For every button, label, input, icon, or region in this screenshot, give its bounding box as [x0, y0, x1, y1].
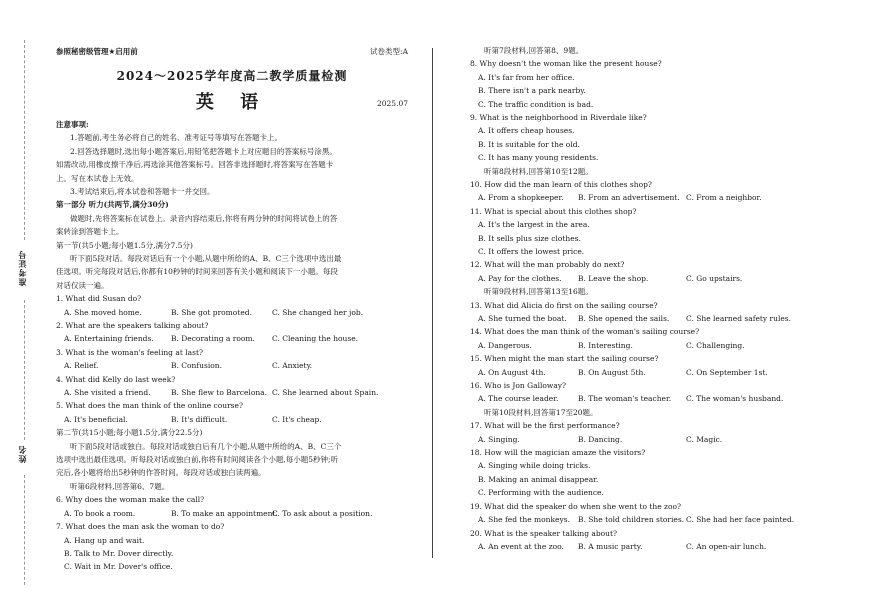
option: C. It's cheap.: [272, 414, 322, 424]
question-options: [470, 339, 815, 352]
question: 17. What will be the first performance?: [470, 421, 620, 431]
question: 19. What did the speaker do when she went to the zoo?: [470, 501, 682, 511]
option: C. She learned safety rules.: [686, 314, 792, 324]
option: C. Performing with the audience.: [478, 488, 604, 498]
column-divider: [432, 48, 433, 558]
question: 2. What are the speakers talking about?: [56, 321, 209, 331]
question: 11. What is special about this clothes shop?: [470, 206, 637, 216]
note-line: 2.回答选择题时,选出每小题答案后,用铅笔把答题卡上对应题目的答案标号涂黑。: [70, 146, 337, 156]
question: 10. How did the man learn of this clothes shop?: [470, 180, 652, 190]
right-column: [470, 44, 815, 553]
option: A. She moved home.: [64, 307, 142, 317]
option: A. She turned the boat.: [478, 314, 567, 324]
question: 20. What is the speaker talking about?: [470, 528, 618, 538]
question: 8. Why doesn't the woman like the present house?: [470, 59, 662, 69]
option: A. On August 4th.: [478, 367, 546, 377]
option: B. Confusion.: [171, 361, 222, 371]
option: A. It's beneficial.: [64, 414, 128, 424]
option: C. To ask about a position.: [272, 508, 373, 518]
question-options: [56, 413, 408, 426]
question: 9. What is the neighborhood in Riverdale like?: [470, 113, 647, 123]
exam-number-label: 准考证号: [18, 250, 27, 286]
question-options: [470, 272, 815, 285]
option: A. Hang up and wait.: [64, 535, 145, 545]
option: A. Pay for the clothes.: [478, 273, 562, 283]
option: B. Decorating a room.: [171, 334, 255, 344]
option: C. Magic.: [686, 434, 723, 444]
option: C. The woman's husband.: [686, 394, 784, 404]
question: 15. When might the man start the sailing course?: [470, 354, 659, 364]
option: C. It offers the lowest price.: [478, 247, 585, 257]
question-options: [470, 540, 815, 553]
option: B. To make an appointment.: [171, 508, 278, 518]
question: 1. What did Susan do?: [56, 294, 142, 304]
note-line: 如需改动,用橡皮擦干净后,再选涂其他答案标号。回答非选择题时,将答案写在答题卡: [56, 160, 334, 170]
option: B. Leave the shop.: [578, 273, 649, 283]
option: B. The woman's teacher.: [578, 394, 672, 404]
notes-heading: 注意事项:: [56, 120, 89, 129]
section1-intro: 对话仅读一遍。: [56, 280, 109, 290]
option: A. Relief.: [64, 361, 99, 371]
option: B. She flew to Barcelona.: [171, 388, 268, 398]
material-instruction: 听第8段材料,回答第10至12题。: [484, 166, 593, 176]
seal-line: [24, 475, 25, 585]
section2-intro: 完后,各小题将给出5秒钟的作答时间。每段对话或独白读两遍。: [56, 468, 266, 478]
option: B. Making an animal disappear.: [478, 474, 599, 484]
question-options: [470, 366, 815, 379]
material-instruction: 听第7段材料,回答第8、9题。: [484, 46, 584, 55]
question: 3. What is the woman's feeling at last?: [56, 347, 203, 357]
left-column: [56, 118, 408, 574]
exam-date: 2025.07: [376, 99, 408, 108]
option: A. An event at the zoo.: [478, 541, 564, 551]
option: C. Challenging.: [686, 340, 745, 350]
material-instruction: 听第9段材料,回答第13至16题。: [484, 287, 593, 297]
question: 18. How will the magician amaze the visitors?: [470, 448, 646, 458]
option: C. From a neighbor.: [686, 193, 762, 203]
option: C. It has many young residents.: [478, 153, 599, 163]
section2-intro: 选项中选出最佳选项。听每段对话或独白前,你将有时间阅读各个小题,每小题5秒钟;听: [56, 455, 339, 465]
option: A. It's the largest in the area.: [478, 220, 590, 230]
question: 13. What did Alicia do first on the sailing course?: [470, 300, 658, 310]
section1-intro: 听下面5段对话。每段对话后有一个小题,从题中所给的A、B、C三个选项中选出最: [70, 254, 342, 264]
question-options: [470, 433, 815, 446]
question: 7. What does the man ask the woman to do?: [56, 522, 225, 532]
question: 5. What does the man think of the online course?: [56, 401, 243, 411]
option: B. A music party.: [578, 541, 643, 551]
option: B. Talk to Mr. Dover directly.: [64, 548, 174, 558]
option: C. She had her face painted.: [686, 515, 795, 525]
question: 16. Who is Jon Galloway?: [470, 381, 567, 391]
option: A. It offers cheap houses.: [478, 126, 575, 136]
option: A. She visited a friend.: [64, 388, 151, 398]
top-bar: [56, 46, 408, 57]
note-line: 3.考试结束后,将本试卷和答题卡一并交回。: [70, 187, 215, 197]
section2-heading: 第二节(共15小题;每小题1.5分,满分22.5分): [56, 428, 203, 438]
part1-heading: 第一部分 听力(共两节,满分30分): [56, 200, 169, 210]
material-instruction: 听第10段材料,回答第17至20题。: [484, 407, 598, 417]
question: 12. What will the man probably do next?: [470, 260, 625, 270]
option: B. She got promoted.: [171, 307, 252, 317]
question-options: [470, 312, 815, 325]
option: C. Cleaning the house.: [272, 334, 359, 344]
name-label: 姓名: [18, 445, 27, 463]
option: C. The traffic condition is bad.: [478, 99, 594, 109]
question: 4. What did Kelly do last week?: [56, 374, 176, 384]
option: A. Singing.: [478, 434, 520, 444]
question: 6. Why does the woman make the call?: [56, 495, 205, 505]
question-options: [56, 332, 408, 345]
confidential-mark: 参照秘密级管理★启用前: [56, 47, 138, 56]
question-options: [56, 386, 408, 399]
question-options: [56, 507, 408, 520]
option: C. An open-air lunch.: [686, 541, 767, 551]
question-options: [470, 191, 815, 204]
option: B. On August 5th.: [578, 367, 646, 377]
option: A. From a shopkeeper.: [478, 193, 564, 203]
option: B. There isn't a park nearby.: [478, 86, 586, 96]
paper-type: 试卷类型:A: [370, 47, 408, 56]
question-options: [56, 306, 408, 319]
option: B. It sells plus size clothes.: [478, 233, 581, 243]
option: A. She fed the monkeys.: [478, 515, 570, 525]
note-line: 上。写在本试卷上无效。: [56, 173, 139, 183]
option: A. To book a room.: [64, 508, 136, 518]
option: C. Go upstairs.: [686, 273, 743, 283]
option: A. Dangerous.: [478, 340, 532, 350]
seal-line: [24, 40, 25, 240]
question: 14. What does the man think of the woman's sailing course?: [470, 327, 700, 337]
material-instruction: 听第6段材料,回答第6、7题。: [70, 481, 170, 491]
seal-line: [24, 300, 25, 440]
section2-intro: 听下面5段对话或独白。每段对话或独白后有几个小题,从题中所给的A、B、C三个: [70, 441, 342, 451]
option: B. She told children stories.: [578, 515, 685, 525]
option: B. Dancing.: [578, 434, 623, 444]
option: B. From an advertisement.: [578, 193, 680, 203]
option: C. She learned about Spain.: [272, 388, 379, 398]
question-options: [470, 392, 815, 405]
option: B. It is suitable for the old.: [478, 139, 580, 149]
option: A. It's far from her office.: [478, 72, 575, 82]
option: C. Anxiety.: [272, 361, 313, 371]
option: B. Interesting.: [578, 340, 633, 350]
section1-heading: 第一节(共5小题;每小题1.5分,满分7.5分): [56, 240, 193, 250]
option: B. She opened the sails.: [578, 314, 670, 324]
option: B. It's difficult.: [171, 414, 228, 424]
question-options: [56, 359, 408, 372]
option: C. On September 1st.: [686, 367, 768, 377]
option: A. The course leader.: [478, 394, 559, 404]
option: C. She changed her job.: [272, 307, 364, 317]
exam-title: 2024～2025学年度高二教学质量检测: [116, 69, 348, 83]
part1-intro: 案转涂到答题卡上。: [56, 227, 124, 237]
part1-intro: 做题时,先将答案标在试卷上。录音内容结束后,你将有两分钟的时间将试卷上的答: [70, 213, 338, 223]
subject-title: 英 语: [195, 92, 269, 113]
note-line: 1.答题前,考生务必将自己的姓名、准考证号等填写在答题卡上。: [70, 133, 283, 143]
option: A. Entertaining friends.: [64, 334, 154, 344]
section1-intro: 佳选项。听完每段对话后,你都有10秒钟的时间来回答有关小题和阅读下一小题。每段: [56, 267, 338, 277]
question-options: [470, 513, 815, 526]
option: A. Singing while doing tricks.: [478, 461, 591, 471]
option: C. Wait in Mr. Dover's office.: [64, 562, 173, 572]
